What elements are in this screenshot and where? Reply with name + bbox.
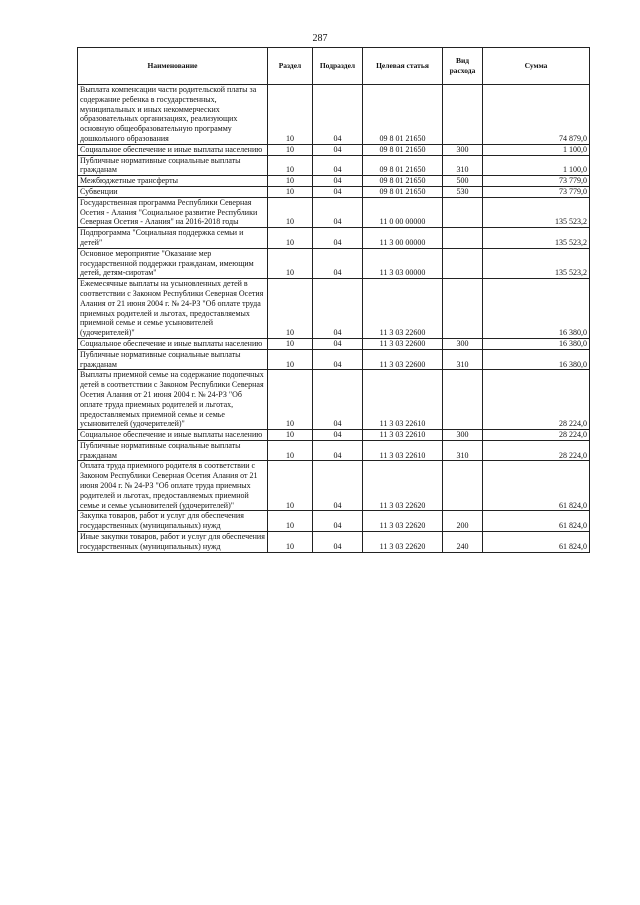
- table-row: [78, 461, 590, 511]
- row-section: 10: [268, 85, 313, 145]
- row-section: 10: [268, 197, 313, 227]
- row-section: 10: [268, 349, 313, 370]
- row-section: 10: [268, 228, 313, 249]
- row-name: Иные закупки товаров, работ и услуг для обеспечения государственных (муниципальных) нужд: [78, 532, 268, 553]
- row-name: Основное мероприятие "Оказание мер государственной поддержки гражданам, имеющим детей, детям-сиротам": [78, 248, 268, 278]
- header-amount: Сумма: [483, 48, 590, 85]
- row-expense-type: [443, 279, 483, 339]
- row-subsection: 04: [313, 155, 363, 176]
- row-amount: 135 523,2: [483, 197, 590, 227]
- row-expense-type: 310: [443, 155, 483, 176]
- row-amount: 1 100,0: [483, 155, 590, 176]
- row-subsection: 04: [313, 511, 363, 532]
- row-expense-type: 500: [443, 176, 483, 187]
- row-section: 10: [268, 370, 313, 430]
- row-amount: 135 523,2: [483, 248, 590, 278]
- header-row: [78, 48, 590, 85]
- table-row: [78, 370, 590, 430]
- row-amount: 61 824,0: [483, 461, 590, 511]
- row-amount: 16 380,0: [483, 338, 590, 349]
- row-section: 10: [268, 248, 313, 278]
- row-expense-type: [443, 461, 483, 511]
- row-expense-type: 200: [443, 511, 483, 532]
- table-row: [78, 155, 590, 176]
- budget-table: [77, 47, 590, 553]
- row-target: 11 3 03 22600: [363, 349, 443, 370]
- row-name: Закупка товаров, работ и услуг для обеспечения государственных (муниципальных) нужд: [78, 511, 268, 532]
- table-row: [78, 186, 590, 197]
- table-header: [78, 48, 590, 85]
- row-target: 11 3 03 22610: [363, 370, 443, 430]
- row-target: 09 8 01 21650: [363, 144, 443, 155]
- header-expense-type: Вид расхода: [443, 48, 483, 85]
- row-name: Публичные нормативные социальные выплаты гражданам: [78, 155, 268, 176]
- row-subsection: 04: [313, 85, 363, 145]
- row-amount: 28 224,0: [483, 370, 590, 430]
- row-subsection: 04: [313, 430, 363, 441]
- row-target: 11 3 03 22600: [363, 279, 443, 339]
- row-amount: 1 100,0: [483, 144, 590, 155]
- row-expense-type: 300: [443, 144, 483, 155]
- row-name: Выплаты приемной семье на содержание подопечных детей в соответствии с Законом Республики Северная Осетия Алания от 21 июня 2004 г. № 24-РЗ "Об оплате труда приемных родителей и льготах, предоставляемых приемной семье и семье усыновителей (удочерителей)": [78, 370, 268, 430]
- row-target: 09 8 01 21650: [363, 186, 443, 197]
- row-target: 11 0 00 00000: [363, 197, 443, 227]
- row-expense-type: [443, 248, 483, 278]
- row-subsection: 04: [313, 228, 363, 249]
- row-section: 10: [268, 176, 313, 187]
- row-target: 09 8 01 21650: [363, 155, 443, 176]
- row-amount: 28 224,0: [483, 440, 590, 461]
- table-row: [78, 228, 590, 249]
- row-target: 11 3 03 22620: [363, 532, 443, 553]
- row-expense-type: 240: [443, 532, 483, 553]
- table-row: [78, 511, 590, 532]
- row-amount: 73 779,0: [483, 186, 590, 197]
- table-row: [78, 349, 590, 370]
- row-section: 10: [268, 430, 313, 441]
- row-section: 10: [268, 186, 313, 197]
- table-body: [78, 85, 590, 553]
- row-subsection: 04: [313, 176, 363, 187]
- table-row: [78, 440, 590, 461]
- row-target: 09 8 01 21650: [363, 176, 443, 187]
- table-row: [78, 430, 590, 441]
- row-section: 10: [268, 338, 313, 349]
- row-expense-type: 310: [443, 349, 483, 370]
- header-subsection: Подраздел: [313, 48, 363, 85]
- table-row: [78, 176, 590, 187]
- row-amount: 28 224,0: [483, 430, 590, 441]
- row-name: Выплата компенсации части родительской платы за содержание ребенка в государственных, муниципальных и иных некоммерческих образовательных организациях, реализующих основную общеобразовательную программу дошкольного образования: [78, 85, 268, 145]
- row-amount: 135 523,2: [483, 228, 590, 249]
- row-expense-type: [443, 228, 483, 249]
- row-expense-type: [443, 197, 483, 227]
- table-row: [78, 338, 590, 349]
- row-target: 09 8 01 21650: [363, 85, 443, 145]
- row-subsection: 04: [313, 248, 363, 278]
- row-section: 10: [268, 440, 313, 461]
- row-section: 10: [268, 144, 313, 155]
- table-row: [78, 197, 590, 227]
- row-subsection: 04: [313, 532, 363, 553]
- row-target: 11 3 03 22620: [363, 511, 443, 532]
- row-subsection: 04: [313, 349, 363, 370]
- row-name: Государственная программа Республики Северная Осетия - Алания "Социальное развитие Республики Северная Осетия - Алания" на 2016-2018 годы: [78, 197, 268, 227]
- table-row: [78, 144, 590, 155]
- header-section: Раздел: [268, 48, 313, 85]
- row-subsection: 04: [313, 338, 363, 349]
- row-section: 10: [268, 155, 313, 176]
- table-row: [78, 85, 590, 145]
- table-row: [78, 248, 590, 278]
- row-subsection: 04: [313, 370, 363, 430]
- table-row: [78, 532, 590, 553]
- page-number: 287: [312, 33, 328, 44]
- row-subsection: 04: [313, 461, 363, 511]
- row-name: Публичные нормативные социальные выплаты гражданам: [78, 349, 268, 370]
- row-expense-type: [443, 370, 483, 430]
- row-subsection: 04: [313, 197, 363, 227]
- header-target: Целевая статья: [363, 48, 443, 85]
- row-subsection: 04: [313, 144, 363, 155]
- row-target: 11 3 03 22610: [363, 430, 443, 441]
- row-subsection: 04: [313, 440, 363, 461]
- row-amount: 61 824,0: [483, 532, 590, 553]
- table-row: [78, 279, 590, 339]
- row-section: 10: [268, 461, 313, 511]
- row-name: Публичные нормативные социальные выплаты гражданам: [78, 440, 268, 461]
- row-section: 10: [268, 511, 313, 532]
- header-name: Наименование: [78, 48, 268, 85]
- row-name: Оплата труда приемного родителя в соответствии с Законом Республики Северная Осетия Алания от 21 июня 2004 г. № 24-РЗ "Об оплате труда приемных родителей и льготах, предоставляемых приемной семье и семье усыновителей (удочерителей)": [78, 461, 268, 511]
- row-expense-type: 300: [443, 430, 483, 441]
- row-target: 11 3 03 22600: [363, 338, 443, 349]
- row-target: 11 3 03 00000: [363, 248, 443, 278]
- row-amount: 16 380,0: [483, 349, 590, 370]
- row-expense-type: 300: [443, 338, 483, 349]
- row-name: Социальное обеспечение и иные выплаты населению: [78, 338, 268, 349]
- row-amount: 61 824,0: [483, 511, 590, 532]
- row-name: Межбюджетные трансферты: [78, 176, 268, 187]
- row-name: Ежемесячные выплаты на усыновленных детей в соответствии с Законом Республики Северная Осетия Алания от 21 июня 2004 г. № 24-РЗ "Об оплате труда приемных родителей и льготах, предоставляемых приемной семье и семье усыновителей (удочерителей)": [78, 279, 268, 339]
- row-section: 10: [268, 532, 313, 553]
- row-subsection: 04: [313, 186, 363, 197]
- row-expense-type: 310: [443, 440, 483, 461]
- row-section: 10: [268, 279, 313, 339]
- row-target: 11 3 03 22610: [363, 440, 443, 461]
- row-amount: 74 879,0: [483, 85, 590, 145]
- row-amount: 16 380,0: [483, 279, 590, 339]
- row-name: Подпрограмма "Социальная поддержка семьи и детей": [78, 228, 268, 249]
- row-name: Социальное обеспечение и иные выплаты населению: [78, 144, 268, 155]
- row-expense-type: [443, 85, 483, 145]
- row-target: 11 3 00 00000: [363, 228, 443, 249]
- row-subsection: 04: [313, 279, 363, 339]
- row-amount: 73 779,0: [483, 176, 590, 187]
- row-name: Социальное обеспечение и иные выплаты населению: [78, 430, 268, 441]
- row-name: Субвенции: [78, 186, 268, 197]
- row-target: 11 3 03 22620: [363, 461, 443, 511]
- row-expense-type: 530: [443, 186, 483, 197]
